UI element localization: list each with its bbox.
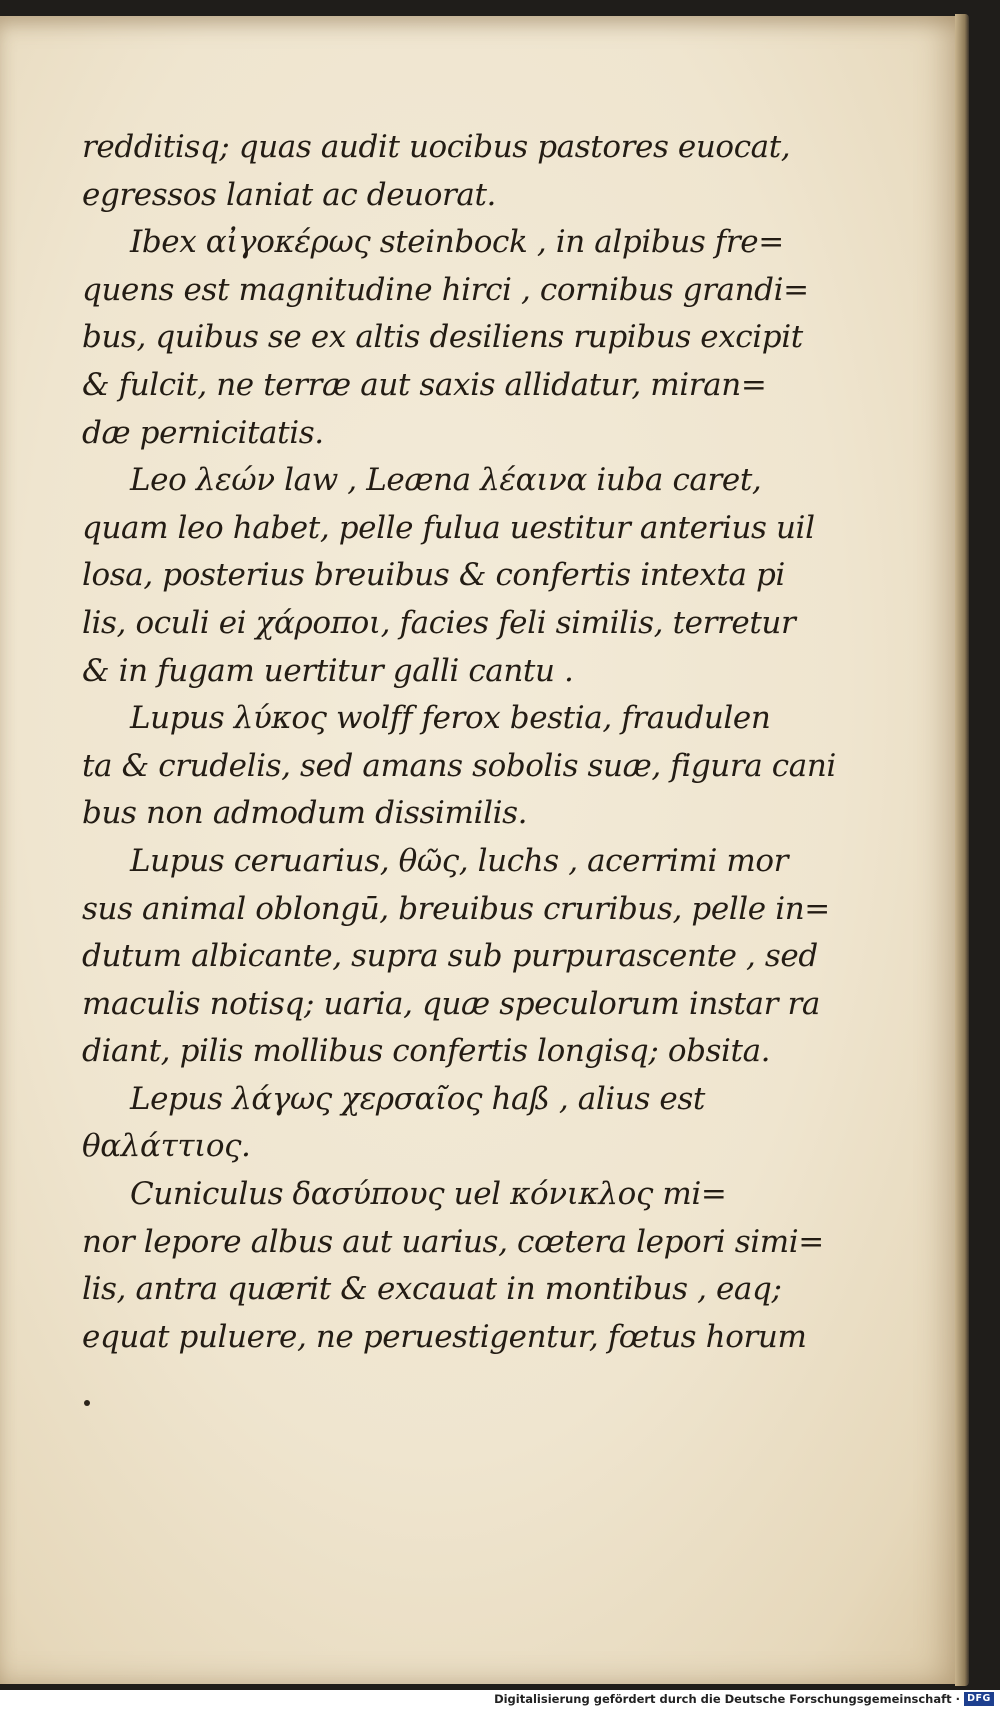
text-line: Lupus ceruarius, θῶς, luchs , acerrimi mor	[130, 842, 789, 879]
page-text-block	[82, 124, 836, 1361]
text-line: Lupus λύκος wolff ferox bestia, fraudulen	[130, 700, 771, 737]
text-line: losa, posterius breuibus & confertis intexta pi	[82, 557, 785, 594]
dfg-logo-icon: DFG	[964, 1692, 994, 1706]
text-line: redditisq; quas audit uocibus pastores euocat,	[82, 129, 791, 165]
funding-credit-text: Digitalisierung gefördert durch die Deutsche Forschungsgemeinschaft ·	[494, 1692, 960, 1706]
text-line: θαλάττιος.	[82, 1128, 251, 1165]
ink-speck	[84, 1400, 90, 1406]
text-line: Lepus λάγως χερσαῖος haß , alius est	[130, 1080, 705, 1117]
text-line: egressos laniat ac deuorat.	[82, 176, 496, 213]
text-line: & in fugam uertitur galli cantu .	[82, 652, 574, 689]
text-line: maculis notisq; uaria, quæ speculorum instar ra	[82, 985, 820, 1022]
text-line: quam leo habet, pelle fulua uestitur anterius uil	[82, 509, 815, 546]
text-line: Ibex αἰγοκέρως steinbock , in alpibus fre=	[130, 224, 784, 261]
text-line: Leo λεών law , Leæna λέαινα iuba caret,	[130, 462, 762, 499]
page-edge	[955, 14, 969, 1686]
text-line: Cuniculus δασύπους uel κόνικλος mi=	[130, 1176, 727, 1213]
text-line: sus animal oblongū, breuibus cruribus, pelle in=	[82, 890, 830, 927]
text-line: bus, quibus se ex altis desiliens rupibus excipit	[82, 319, 803, 356]
text-line: nor lepore albus aut uarius, cœtera lepori simi=	[82, 1223, 824, 1260]
text-line: lis, antra quærit & excauat in montibus , eaq;	[82, 1271, 782, 1308]
text-line: dæ pernicitatis.	[82, 414, 324, 451]
text-line: bus non admodum dissimilis.	[82, 795, 528, 832]
text-line: dutum albicante, supra sub purpurascente , sed	[82, 938, 818, 975]
text-line: & fulcit, ne terræ aut saxis allidatur, miran=	[82, 366, 767, 403]
text-line: ta & crudelis, sed amans sobolis suæ, figura cani	[82, 747, 836, 784]
text-line: equat puluere, ne peruestigentur, fœtus horum	[82, 1318, 807, 1355]
digitization-footer	[0, 1690, 1000, 1709]
book-page	[0, 16, 964, 1684]
text-line: quens est magnitudine hirci , cornibus grandi=	[82, 271, 809, 308]
text-line: diant, pilis mollibus confertis longisq; obsita.	[82, 1033, 771, 1070]
text-line: lis, oculi ei χάροποι, facies feli similis, terretur	[82, 604, 796, 641]
